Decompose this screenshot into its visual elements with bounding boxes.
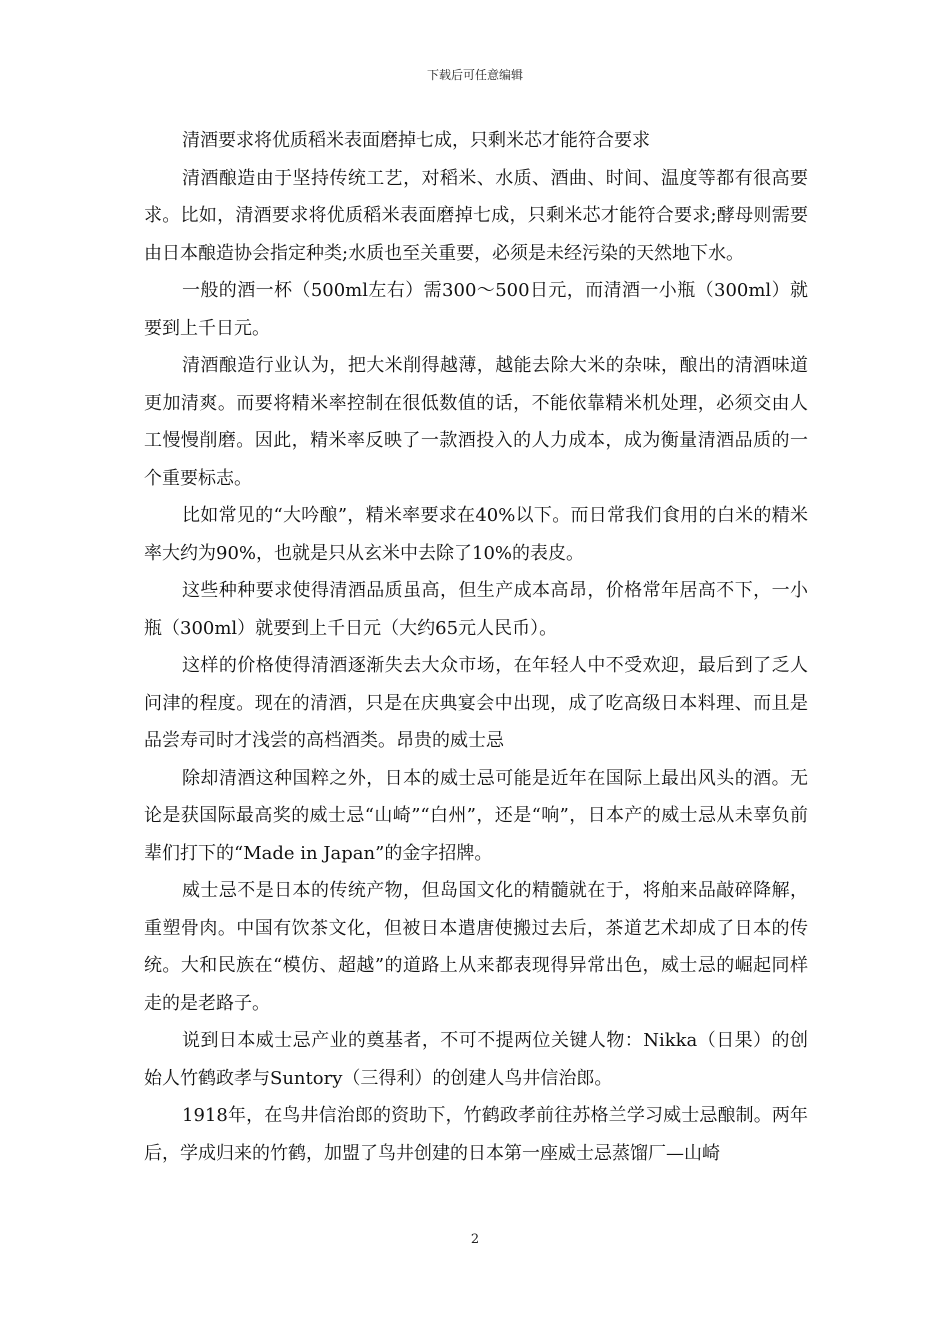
paragraph: 说到日本威士忌产业的奠基者，不可不提两位关键人物：Nikka（日果）的创始人竹鹤政孝与Suntory（三得利）的创建人鸟井信治郎。 bbox=[144, 1030, 808, 1089]
paragraph: 清酒要求将优质稻米表面磨掉七成，只剩米芯才能符合要求 bbox=[182, 130, 650, 151]
paragraph: 清酒酿造由于坚持传统工艺，对稻米、水质、酒曲、时间、温度等都有很高要求。比如，清酒要求将优质稻米表面磨掉七成，只剩米芯才能符合要求;酵母则需要由日本酿造协会指定种类;水质也至关重要，必须是未经污染的天然地下水。 bbox=[144, 167, 808, 264]
document-body bbox=[144, 122, 808, 1172]
page-number: 2 bbox=[470, 1232, 480, 1247]
paragraph: 威士忌不是日本的传统产物，但岛国文化的精髓就在于，将舶来品敲碎降解，重塑骨肉。中国有饮茶文化，但被日本遣唐使搬过去后，茶道艺术却成了日本的传统。大和民族在“模仿、超越”的道路上从来都表现得异常出色，威士忌的崛起同样走的是老路子。 bbox=[144, 880, 808, 1014]
paragraph: 一般的酒一杯（500ml左右）需300～500日元，而清酒一小瓶（300ml）就要到上千日元。 bbox=[144, 280, 808, 339]
page-header: 下载后可任意编辑 bbox=[426, 68, 523, 82]
paragraph: 清酒酿造行业认为，把大米削得越薄，越能去除大米的杂味，酿出的清酒味道更加清爽。而要将精米率控制在很低数值的话，不能依靠精米机处理，必须交由人工慢慢削磨。因此，精米率反映了一款酒投入的人力成本，成为衡量清酒品质的一个重要标志。 bbox=[144, 355, 808, 489]
paragraph: 1918年，在鸟井信治郎的资助下，竹鹤政孝前往苏格兰学习威士忌酿制。两年后，学成归来的竹鹤，加盟了鸟井创建的日本第一座威士忌蒸馏厂—山崎 bbox=[144, 1105, 808, 1164]
paragraph: 这些种种要求使得清酒品质虽高，但生产成本高昂，价格常年居高不下，一小瓶（300ml）就要到上千日元（大约65元人民币）。 bbox=[144, 580, 808, 639]
paragraph: 这样的价格使得清酒逐渐失去大众市场，在年轻人中不受欢迎，最后到了乏人问津的程度。现在的清酒，只是在庆典宴会中出现，成了吃高级日本料理、而且是品尝寿司时才浅尝的高档酒类。昂贵的威士忌 bbox=[144, 655, 808, 751]
paragraph: 比如常见的“大吟酿”，精米率要求在40%以下。而日常我们食用的白米的精米率大约为90%，也就是只从玄米中去除了10%的表皮。 bbox=[144, 505, 808, 564]
paragraph: 除却清酒这种国粹之外，日本的威士忌可能是近年在国际上最出风头的酒。无论是获国际最高奖的威士忌“山崎”“白州”，还是“响”，日本产的威士忌从未辜负前辈们打下的“Made in Japan”的金字招牌。 bbox=[144, 767, 808, 864]
